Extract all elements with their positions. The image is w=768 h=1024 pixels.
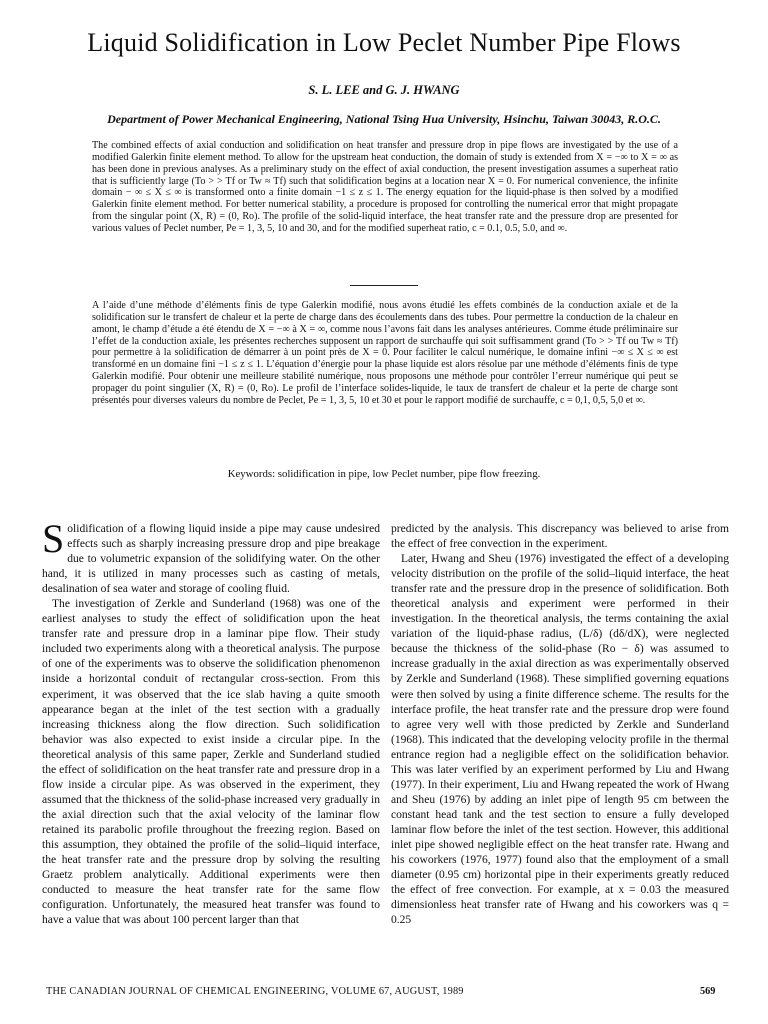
body-column-right bbox=[391, 522, 729, 928]
keywords: Keywords: solidification in pipe, low Peclet number, pipe flow freezing. bbox=[227, 468, 541, 480]
body-column-left bbox=[42, 516, 380, 928]
body-paragraph: predicted by the analysis. This discrepancy was believed to arise from the effect of free convection in the experiment. bbox=[391, 523, 729, 551]
journal-footer: THE CANADIAN JOURNAL OF CHEMICAL ENGINEERING, VOLUME 67, AUGUST, 1989 bbox=[46, 986, 464, 997]
body-paragraph: The investigation of Zerkle and Sunderland (1968) was one of the earliest analyses to study the effect of solidification upon the heat transfer rate and pressure drop in a laminar pipe flow. Their study included two experiments along with a theoretical analysis. The purpose of one of the experiments was to observe the solidification phenomenon inside a horizontal conduit of rectangular cross-section. From this experiment, it was observed that the ice slab having a quite smooth appearance began at the inlet of the test section with a gradually increasing thickness along the flow direction. Such solidification behavior was also expected to exist inside a circular pipe. In the theoretical analysis of this same paper, Zerkle and Sunderland studied the effect of solidification on the heat transfer rate and pressure drop in a flow inside a circular pipe. As was observed in the experiment, they assumed that the thickness of the solid-phase increased very gradually in the axial direction such that the axial velocity of the laminar flow retained its parabolic profile throughout the freezing region. Based on this assumption, they obtained the profile of the solid–liquid interface, the heat transfer rate and the pressure drop by solving the resulting Graetz problem analytically. Additional experiments were then conducted to measure the heat transfer rate for the same flow configuration. Unfortunately, the measured heat transfer was found to have a value that was about 100 percent larger than that bbox=[42, 598, 380, 927]
abstract-divider bbox=[350, 285, 418, 286]
page-number: 569 bbox=[700, 986, 716, 997]
drop-cap: S bbox=[42, 516, 65, 561]
abstract-french: A l’aide d’une méthode d’éléments finis de type Galerkin modifié, nous avons étudié les effets combinés de la conduction axiale et de la solidification sur le transfert de chaleur et la perte de charge dans des écoulements dans des tubes. Pour permettre la conduction de la chaleur en amont, le champ d’étude a été étendu de X = −∞ à X = ∞, comme nous l’avons fait dans les analyses antérieures. Comme étude préliminaire sur l’effet de la conduction axiale, les présentes recherches supposent un rapport de surchauffe qui soit suffisamment grand (To > > Tf ou Tw ≈ Tf) pour permettre à la solidification de démarrer à un point près de X = 0. Pour faciliter le calcul numérique, le domaine infini −∞ ≤ X ≤ ∞ est transformé en un domaine fini −1 ≤ z ≤ 1. L’équation d’énergie pour la phase liquide est alors résolue par une méthode d’éléments finis de type Galerkin modifié. Pour obtenir une meilleure stabilité numérique, nous proposons une méthode pour contrôler l’erreur numérique qui peut se propager du point singulier (X, R) = (0, Ro). Le profil de l’interface solides-liquide, le taux de transfert de chaleur et la perte de charge sont présentés pour diverses valeurs du nombre de Peclet, Pe = 1, 3, 5, 10 et 30 et pour le rapport modifié de surchauffe, c = 0,1, 0,5, 5,0 et ∞. bbox=[92, 300, 678, 406]
affiliation: Department of Power Mechanical Engineering, National Tsing Hua University, Hsinchu, Taiwan 30043, R.O.C. bbox=[107, 112, 661, 126]
authors: S. L. LEE and G. J. HWANG bbox=[308, 83, 460, 97]
paragraph-text: olidification of a flowing liquid inside a pipe may cause undesired effects such as sharply increasing pressure drop and pipe breakage due to volumetric expansion of the solidifying water. On the other hand, it is utilized in many processes such as casting of metals, desalination of sea water and storage of cooling fluid. bbox=[42, 523, 380, 596]
paper-title: Liquid Solidification in Low Peclet Number Pipe Flows bbox=[87, 28, 681, 57]
body-paragraph bbox=[42, 516, 380, 597]
abstract-english: The combined effects of axial conduction and solidification on heat transfer and pressure drop in pipe flows are investigated by the use of a modified Galerkin finite element method. To allow for the upstream heat conduction, the domain of study is extended from X = −∞ to X = ∞ as has been done in previous analyses. As a preliminary study on the effect of axial conduction, the present investigation assumes a superheat ratio that is sufficiently large (To > > Tf or Tw ≈ Tf) such that solidification begins at a location near X = 0. For numerical convenience, the infinite domain − ∞ ≤ X ≤ ∞ is transformed onto a finite domain −1 ≤ z ≤ 1. The energy equation for the liquid-phase is then solved by a modified Galerkin finite element method. For better numerical stability, a procedure is proposed for controlling the numerical error that might propagate from the singular point (X, R) = (0, Ro). The profile of the solid-liquid interface, the heat transfer rate and the pressure drop are presented for various values of Peclet number, Pe = 1, 3, 5, 10 and 30, and for the modified superheat ratio, c = 0.1, 0.5, 5.0, and ∞. bbox=[92, 140, 678, 234]
body-paragraph: Later, Hwang and Sheu (1976) investigated the effect of a developing velocity distribution on the profile of the solid–liquid interface, the heat transfer rate and the pressure drop in the presence of solidification. Both theoretical analysis and experiment were performed in their investigation. In the theoretical analysis, the terms containing the axial variation of the liquid-phase radius, (L/δ) (dδ/dX), were neglected because the thickness of the solid-phase (Ro − δ) was assumed to increase gradually in the axial direction as was experimentally observed by Zerkle and Sunderland (1968). These simplified governing equations were then solved by using a finite difference scheme. The results for the interface profile, the heat transfer rate and the pressure drop were found to agree very well with those predicted by Zerkle and Sunderland (1968). This indicated that the developing velocity profile in the thermal entrance region had a negligible effect on the solidification behavior. This was later verified by an experiment performed by Liu and Hwang (1977). In their experiment, Liu and Hwang repeated the work of Hwang and Sheu (1976) by adding an inlet pipe of length 95 cm between the constant head tank and the test section to ensure a fully developed laminar flow before the inlet of the test section. However, this additional inlet pipe showed negligible effect on the heat transfer rate. Hwang and his coworkers (1976, 1977) found also that the employment of a small diameter (0.95 cm) horizontal pipe in their experiments greatly reduced the effect of free convection. For example, at x = 0.03 the measured dimensionless heat transfer rate of Hwang and his coworkers was q = 0.25 bbox=[391, 553, 729, 927]
